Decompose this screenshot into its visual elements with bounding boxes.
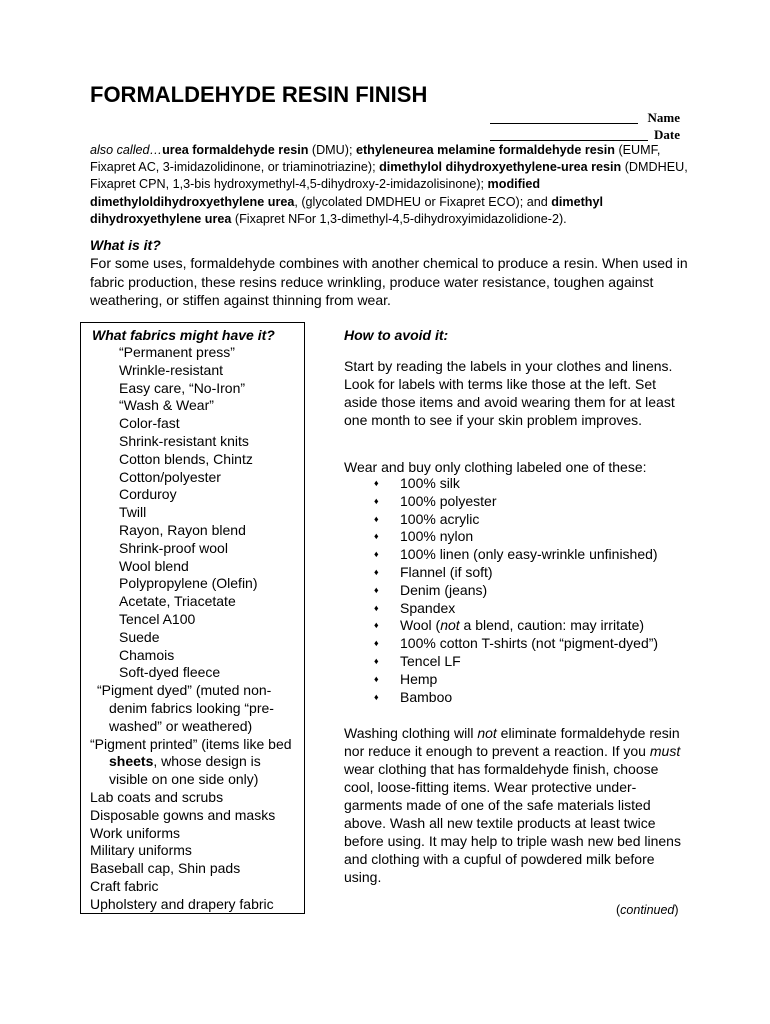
- fabric-item: Work uniforms: [90, 824, 180, 841]
- safe-material-item: [374, 546, 658, 564]
- diamond-bullet-icon: ♦: [374, 549, 379, 560]
- diamond-bullet-icon: ♦: [374, 566, 379, 577]
- washing-run: must: [649, 743, 681, 759]
- fabric-item: Rayon, Rayon blend: [119, 521, 246, 538]
- safe-material-label: Wool (not a blend, caution: may irritate): [400, 617, 645, 634]
- fabrics-heading: What fabrics might have it?: [92, 327, 275, 343]
- also-called-run: dimethyl dihydroxyethylene urea: [90, 194, 604, 226]
- also-called-run: (Fixapret NFor 1,3-dimethyl-4,5-dihydroxyimidazolidione-2).: [231, 211, 567, 226]
- name-underline: [490, 123, 638, 124]
- safe-material-label: 100% polyester: [400, 492, 497, 509]
- also-called-run: (DMDHEU, Fixapret CPN, 1,3-bis hydroxymethyl-4,5-dihydroxy-2-imidazolisinone);: [90, 160, 688, 192]
- safe-material-label: Denim (jeans): [400, 581, 488, 598]
- fabric-item: Lab coats and scrubs: [90, 788, 224, 805]
- washing-paragraph: [344, 724, 684, 886]
- fabric-item: Military uniforms: [90, 842, 192, 859]
- also-called-run: ethyleneurea melamine formaldehyde resin: [355, 143, 615, 157]
- safe-material-item: [374, 689, 658, 707]
- what-is-it-heading: What is it?: [90, 237, 161, 253]
- fabric-item: Easy care, “No-Iron”: [119, 379, 246, 396]
- date-underline: [490, 140, 648, 141]
- safe-material-label: 100% silk: [400, 475, 460, 491]
- safe-material-item: [374, 653, 658, 671]
- fabric-item: Craft fabric: [90, 877, 159, 894]
- diamond-bullet-icon: ♦: [374, 655, 379, 666]
- safe-material-label: Tencel LF: [400, 652, 461, 669]
- diamond-bullet-icon: ♦: [374, 513, 379, 524]
- safe-material-item: [374, 511, 658, 529]
- continued-note: (continued): [616, 903, 679, 917]
- date-field[interactable]: [490, 127, 680, 143]
- safe-material-item: [374, 617, 658, 635]
- also-called-run: also called…: [90, 143, 163, 157]
- also-called-run: modified dimethyloldihydroxyethylene urea: [90, 177, 541, 209]
- safe-material-label: Bamboo: [400, 688, 453, 705]
- safe-material-item: [374, 528, 658, 546]
- diamond-bullet-icon: ♦: [374, 638, 379, 649]
- diamond-bullet-icon: ♦: [374, 620, 379, 631]
- diamond-bullet-icon: ♦: [374, 495, 379, 506]
- washing-run: Washing clothing will: [344, 725, 478, 741]
- what-is-it-body: For some uses, formaldehyde combines with another chemical to produce a resin. When used in fabric production, these resins reduce wrinkling, produce water resistance, toughen against weathering, or stiffen against thinning from wear.: [90, 255, 688, 308]
- continued-word: continued: [620, 903, 675, 917]
- also-called-run: (DMU);: [308, 143, 356, 157]
- avoid-intro-paragraph: Start by reading the labels in your clothes and linens. Look for labels with terms like those at the left. Set aside those items and avoid wearing them for at least one month to see if your skin problem improves.: [344, 358, 675, 428]
- safe-material-item: [374, 600, 658, 618]
- also-called-paragraph: [90, 142, 690, 228]
- fabric-item: Twill: [119, 504, 147, 521]
- safe-material-label: Flannel (if soft): [400, 563, 493, 580]
- fabric-item: Cotton/polyester: [119, 468, 221, 485]
- fabric-item: Chamois: [119, 646, 175, 663]
- also-called-run: dimethylol dihydroxyethylene-urea resin: [379, 160, 622, 175]
- page-title: FORMALDEHYDE RESIN FINISH: [90, 82, 428, 107]
- fabric-item: Shrink-resistant knits: [119, 432, 249, 449]
- safe-materials-list: [374, 475, 658, 706]
- fabric-item: Color-fast: [119, 415, 180, 432]
- fabric-item: Corduroy: [119, 486, 177, 503]
- safe-material-label: 100% cotton T-shirts (not “pigment-dyed”): [400, 635, 659, 652]
- fabric-item: Disposable gowns and masks: [90, 806, 276, 823]
- fabric-item: Wrinkle-resistant: [119, 361, 223, 378]
- fabric-item: “Pigment dyed” (muted non-denim fabrics looking “pre-washed” or weathered): [97, 682, 274, 734]
- safe-material-item: [374, 582, 658, 600]
- safe-material-item: [374, 564, 658, 582]
- safe-material-label: 100% linen (only easy-wrinkle unfinished): [400, 546, 658, 563]
- safe-material-label: 100% nylon: [400, 528, 474, 545]
- name-field[interactable]: [490, 110, 680, 126]
- wear-only-paragraph: Wear and buy only clothing labeled one of these:: [344, 459, 647, 475]
- diamond-bullet-icon: ♦: [374, 673, 379, 684]
- fabrics-list: [90, 344, 302, 914]
- safe-material-item: [374, 493, 658, 511]
- fabric-item: Acetate, Triacetate: [119, 593, 236, 610]
- washing-run: wear clothing that has formaldehyde finish, choose cool, loose-fitting items. Wear protective under-garments made of one of the safe materials listed above. Wash all new textile products at least twice before using. It may help to triple wash new bed linens and clothing with a cupful of powdered milk before using.: [344, 761, 681, 885]
- also-called-run: , (glycolated DMDHEU or Fixapret ECO); and: [294, 194, 552, 209]
- fabric-item: Polypropylene (Olefin): [119, 575, 258, 592]
- fabric-item: “Wash & Wear”: [119, 397, 214, 414]
- fabric-item: Upholstery and drapery fabric: [90, 895, 274, 912]
- also-called-run: urea formaldehyde resin: [162, 143, 309, 157]
- fabric-item: “Pigment printed” (items like bed sheets, whose design is visible on one side only): [90, 735, 292, 788]
- fabric-item: Wool blend: [119, 557, 189, 574]
- diamond-bullet-icon: ♦: [374, 531, 379, 542]
- washing-run: eliminate formaldehyde resin nor reduce it enough to prevent a reaction. If you: [344, 725, 680, 759]
- safe-material-label: Hemp: [400, 670, 438, 687]
- avoid-heading: How to avoid it:: [344, 327, 449, 343]
- fabric-item: Soft-dyed fleece: [119, 664, 221, 681]
- also-called-run: (EUMF, Fixapret AC, 3-imidazolidinone, or triaminotriazine);: [90, 143, 661, 175]
- diamond-bullet-icon: ♦: [374, 691, 379, 702]
- diamond-bullet-icon: ♦: [374, 584, 379, 595]
- safe-material-item: [374, 635, 658, 653]
- fabric-item: Suede: [119, 628, 160, 645]
- diamond-bullet-icon: ♦: [374, 478, 379, 488]
- fabric-item: Shrink-proof wool: [119, 539, 228, 556]
- safe-material-item: [374, 475, 658, 493]
- fabric-item: Baseball cap, Shin pads: [90, 860, 241, 877]
- fabric-item: Tencel A100: [119, 610, 196, 627]
- diamond-bullet-icon: ♦: [374, 602, 379, 613]
- safe-material-label: Spandex: [400, 599, 456, 616]
- safe-material-label: 100% acrylic: [400, 510, 480, 527]
- washing-run: not: [477, 725, 497, 741]
- name-label: Name: [647, 110, 680, 125]
- fabric-item: “Permanent press”: [119, 344, 235, 360]
- fabric-item: Cotton blends, Chintz: [119, 450, 253, 467]
- date-label: Date: [654, 127, 680, 142]
- safe-material-item: [374, 671, 658, 689]
